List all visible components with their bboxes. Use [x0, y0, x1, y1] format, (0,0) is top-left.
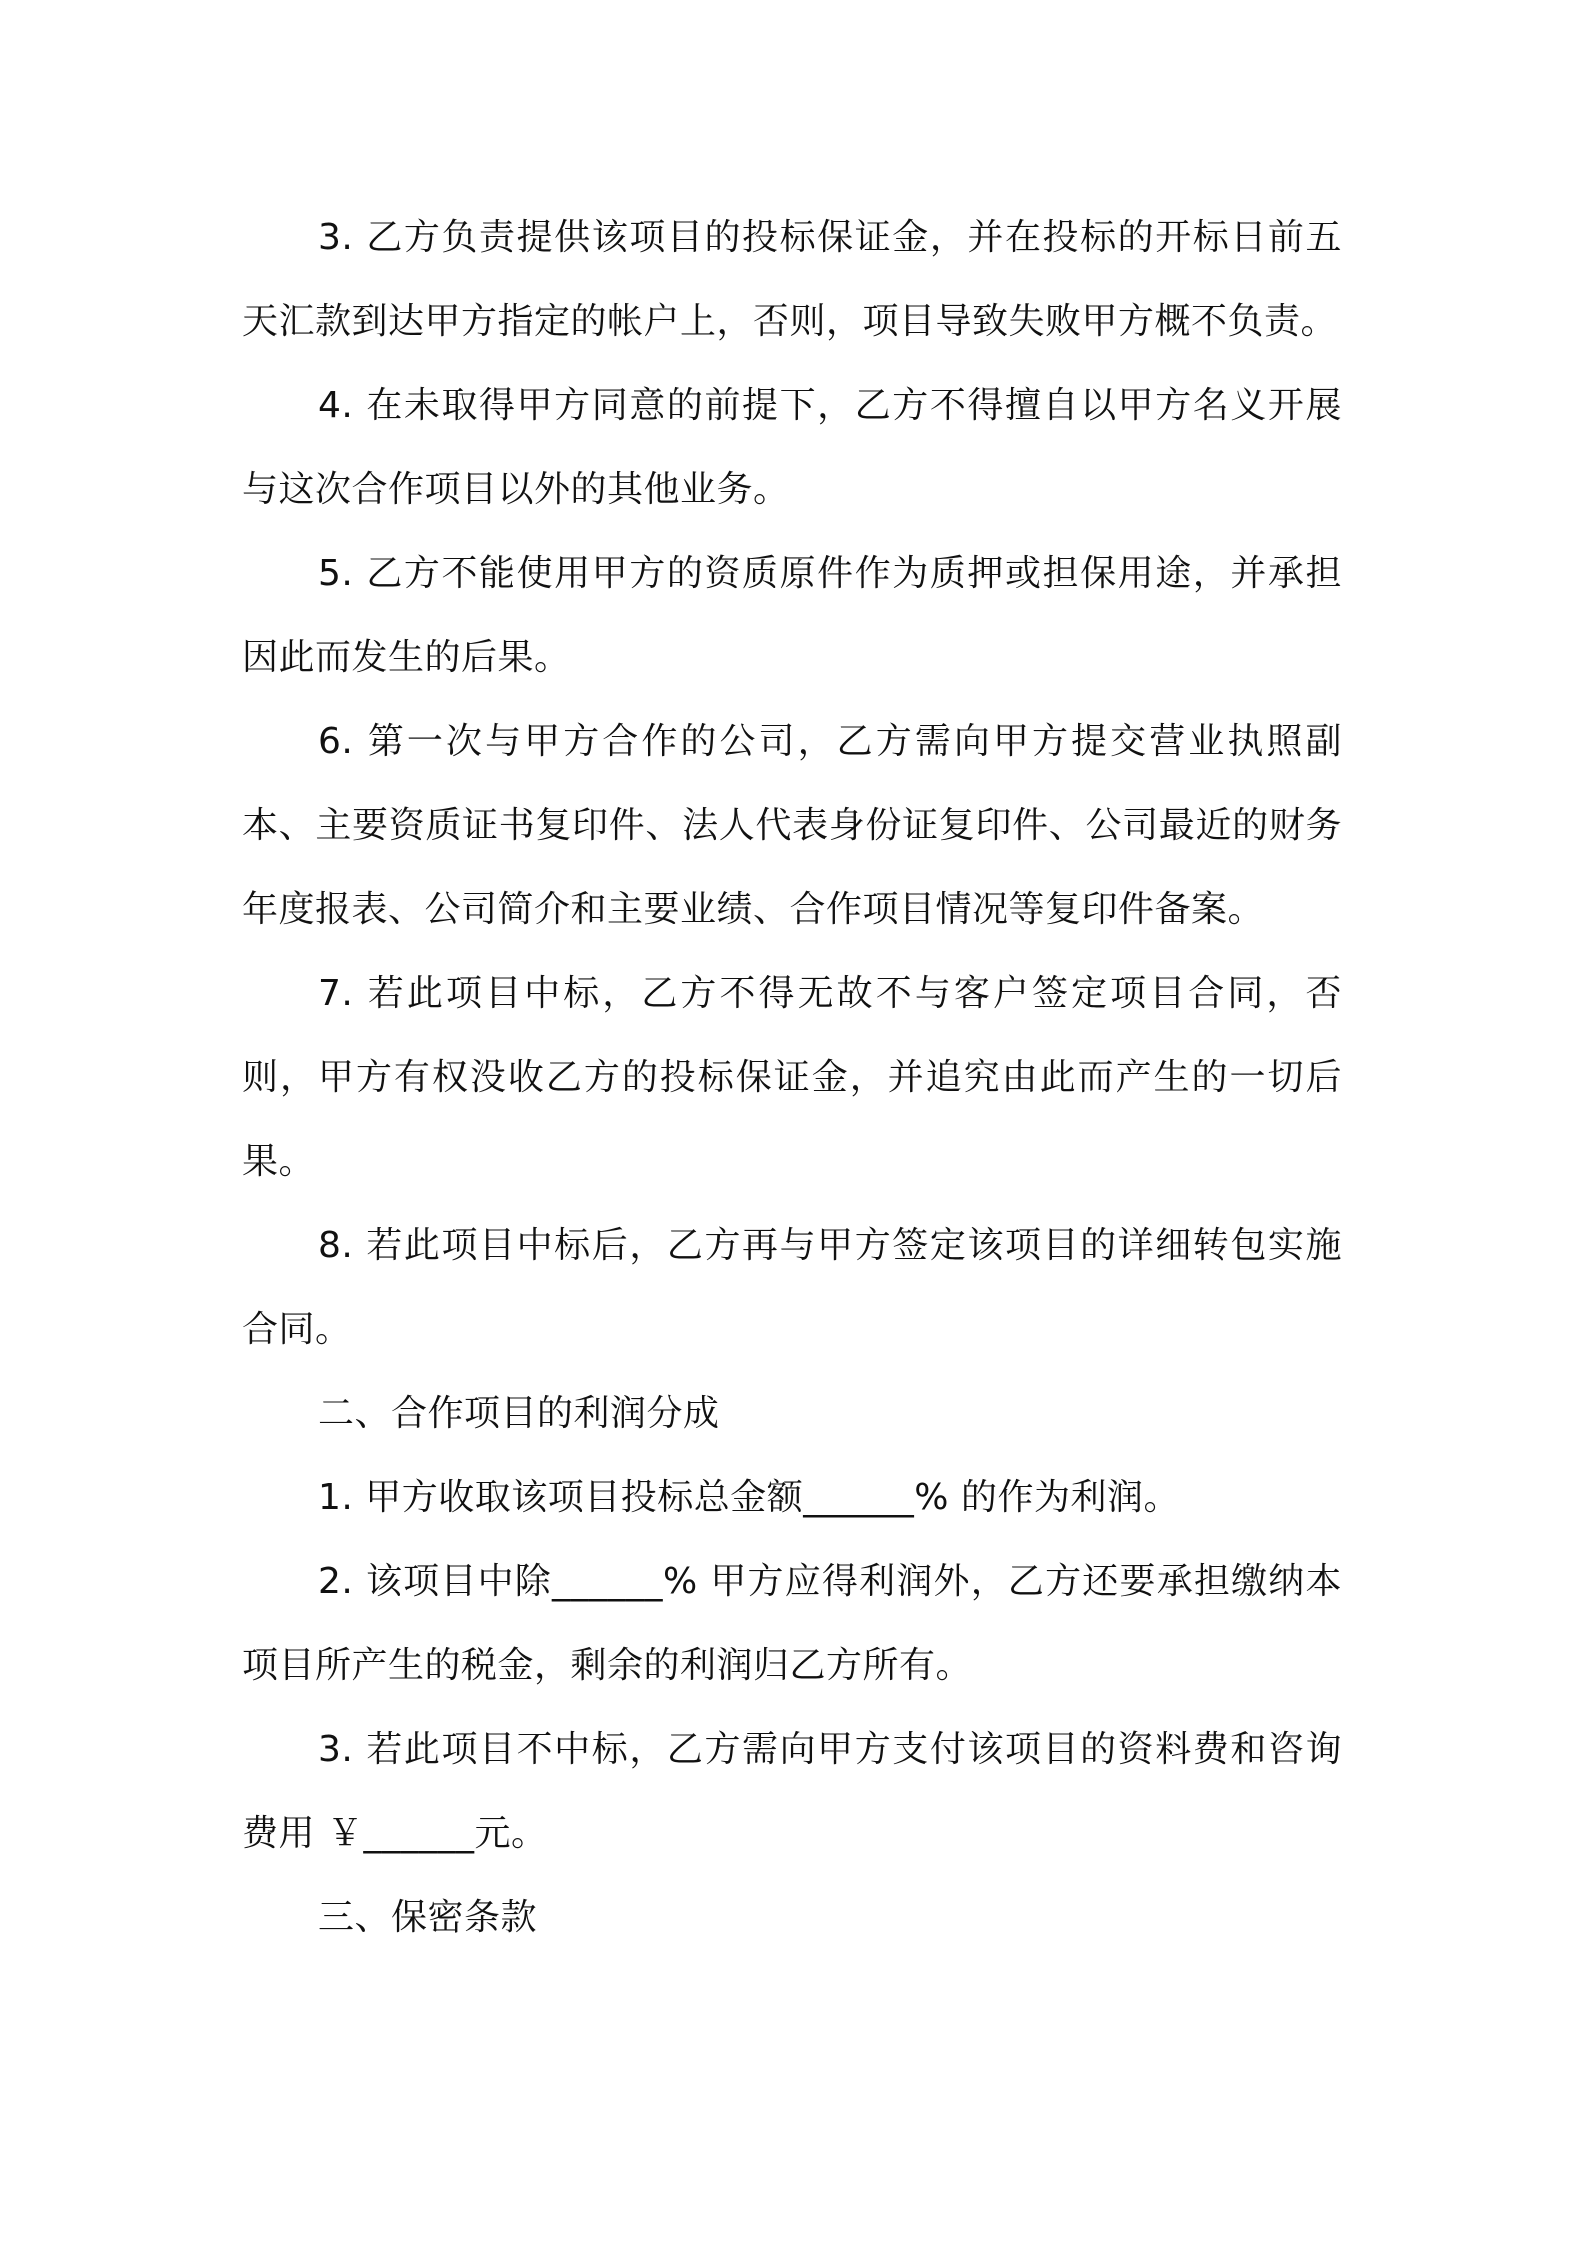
profit-clause-3-paragraph: 3. 若此项目不中标，乙方需向甲方支付该项目的资料费和咨询费用 ￥______元。 [242, 1729, 1342, 1854]
clause-3-paragraph: 3. 乙方负责提供该项目的投标保证金，并在投标的开标日前五天汇款到达甲方指定的帐户上，否则，项目导致失败甲方概不负责。 [242, 217, 1342, 342]
clause-7-paragraph: 7. 若此项目中标，乙方不得无故不与客户签定项目合同，否则，甲方有权没收乙方的投标保证金，并追究由此而产生的一切后果。 [242, 973, 1342, 1182]
section-two-heading: 二、合作项目的利润分成 [318, 1393, 720, 1434]
profit-clause-1-paragraph: 1. 甲方收取该项目投标总金额______% 的作为利润。 [318, 1477, 1180, 1518]
clause-8-paragraph: 8. 若此项目中标后，乙方再与甲方签定该项目的详细转包实施合同。 [242, 1225, 1342, 1350]
profit-clause-2-paragraph: 2. 该项目中除______% 甲方应得利润外，乙方还要承担缴纳本项目所产生的税金，剩余的利润归乙方所有。 [242, 1561, 1342, 1686]
section-three-heading: 三、保密条款 [318, 1897, 538, 1938]
clause-5-paragraph: 5. 乙方不能使用甲方的资质原件作为质押或担保用途，并承担因此而发生的后果。 [242, 553, 1342, 678]
clause-4-paragraph: 4. 在未取得甲方同意的前提下，乙方不得擅自以甲方名义开展与这次合作项目以外的其他业务。 [242, 385, 1342, 510]
clause-6-paragraph: 6. 第一次与甲方合作的公司，乙方需向甲方提交营业执照副本、主要资质证书复印件、法人代表身份证复印件、公司最近的财务年度报表、公司简介和主要业绩、合作项目情况等复印件备案。 [242, 721, 1342, 930]
document-body [242, 196, 1342, 1960]
